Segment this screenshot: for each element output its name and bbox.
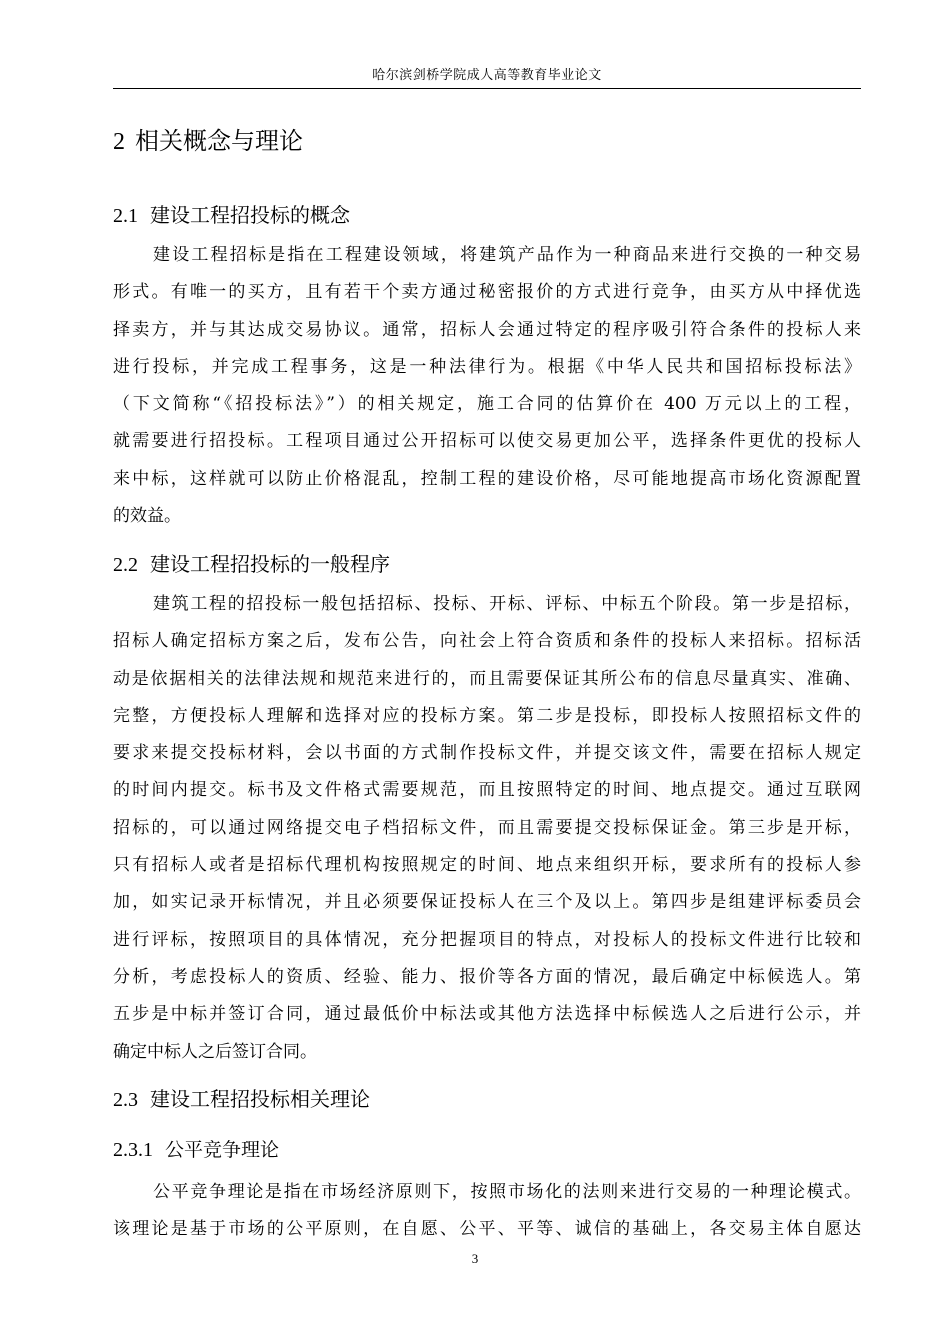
paragraph-line: 招标的，可以通过网络提交电子档招标文件，而且需要提交投标保证金。第三步是开标，: [113, 817, 861, 838]
header-rule: [113, 88, 861, 89]
paragraph-line: 形式。有唯一的买方，且有若干个卖方通过秘密报价的方式进行竞争，由买方从中择优选: [113, 282, 861, 303]
paragraph-line: 分析，考虑投标人的资质、经验、能力、报价等各方面的情况，最后确定中标候选人。第: [113, 966, 861, 987]
paragraph-line: 只有招标人或者是招标代理机构按照规定的时间、地点来组织开标，要求所有的投标人参: [113, 855, 861, 876]
paragraph-line: 招标人确定招标方案之后，发布公告，向社会上符合资质和条件的投标人来招标。招标活: [113, 631, 861, 652]
section-2-3-1-paragraph: [113, 1174, 861, 1249]
section-2-2-paragraph: [113, 586, 861, 1071]
paragraph-line: 该理论是基于市场的公平原则，在自愿、公平、平等、诚信的基础上，各交易主体自愿达: [113, 1219, 861, 1240]
paragraph-line: 择卖方，并与其达成交易协议。通常，招标人会通过特定的程序吸引符合条件的投标人来: [113, 319, 861, 340]
chapter-number: 2: [113, 129, 125, 155]
chapter-heading: [113, 121, 303, 156]
section-title: 公平竞争理论: [165, 1139, 280, 1161]
paragraph-line: 五步是中标并签订合同，通过最低价中标法或其他方法选择中标候选人之后进行公示，并: [113, 1004, 861, 1025]
section-2-3-1-heading: [113, 1135, 279, 1162]
section-2-1-heading: [113, 199, 350, 228]
paragraph-line: 的效益。: [113, 506, 181, 527]
paragraph-line: 建筑工程的招投标一般包括招标、投标、开标、评标、中标五个阶段。第一步是招标，: [153, 594, 861, 614]
paragraph-line: 要求来提交投标材料，会以书面的方式制作投标文件，并提交该文件，需要在招标人规定: [113, 743, 861, 764]
section-title: 建设工程招投标的一般程序: [150, 552, 390, 576]
section-2-2-heading: [113, 548, 390, 577]
running-header: 哈尔滨剑桥学院成人高等教育毕业论文: [372, 68, 602, 83]
paragraph-line: 动是依据相关的法律法规和规范来进行的，而且需要保证其所公布的信息尽量真实、准确、: [113, 668, 861, 689]
paragraph-line: （下文简称“《招投标法》”）的相关规定，施工合同的估算价在 400 万元以上的工程，: [113, 394, 861, 415]
section-number: 2.3.1: [113, 1139, 153, 1161]
section-2-3-heading: [113, 1083, 370, 1112]
paragraph-line: 进行投标，并完成工程事务，这是一种法律行为。根据《中华人民共和国招标投标法》: [113, 356, 861, 377]
section-number: 2.3: [113, 1089, 138, 1111]
chapter-title: 相关概念与理论: [135, 127, 303, 155]
paragraph-line: 就需要进行招投标。工程项目通过公开招标可以使交易更加公平，选择条件更优的投标人: [113, 431, 861, 452]
paragraph-line: 的时间内提交。标书及文件格式需要规范，而且按照特定的时间、地点提交。通过互联网: [113, 780, 861, 801]
paragraph-line: 来中标，这样就可以防止价格混乱，控制工程的建设价格，尽可能地提高市场化资源配置: [113, 468, 861, 489]
page-number: 3: [471, 1251, 479, 1266]
section-title: 建设工程招投标相关理论: [150, 1087, 370, 1111]
section-number: 2.1: [113, 205, 138, 227]
paragraph-line: 公平竞争理论是指在市场经济原则下，按照市场化的法则来进行交易的一种理论模式。: [153, 1182, 861, 1202]
paragraph-line: 确定中标人之后签订合同。: [113, 1041, 317, 1062]
paragraph-line: 进行评标，按照项目的具体情况，充分把握项目的特点，对投标人的投标文件进行比较和: [113, 929, 861, 950]
section-2-1-paragraph: [113, 237, 861, 535]
section-title: 建设工程招投标的概念: [150, 203, 350, 227]
paragraph-line: 建设工程招标是指在工程建设领域，将建筑产品作为一种商品来进行交换的一种交易: [153, 245, 861, 265]
section-number: 2.2: [113, 554, 138, 576]
paragraph-line: 加，如实记录开标情况，并且必须要保证投标人在三个及以上。第四步是组建评标委员会: [113, 892, 861, 913]
paragraph-line: 完整，方便投标人理解和选择对应的投标方案。第二步是投标，即投标人按照招标文件的: [113, 705, 861, 726]
